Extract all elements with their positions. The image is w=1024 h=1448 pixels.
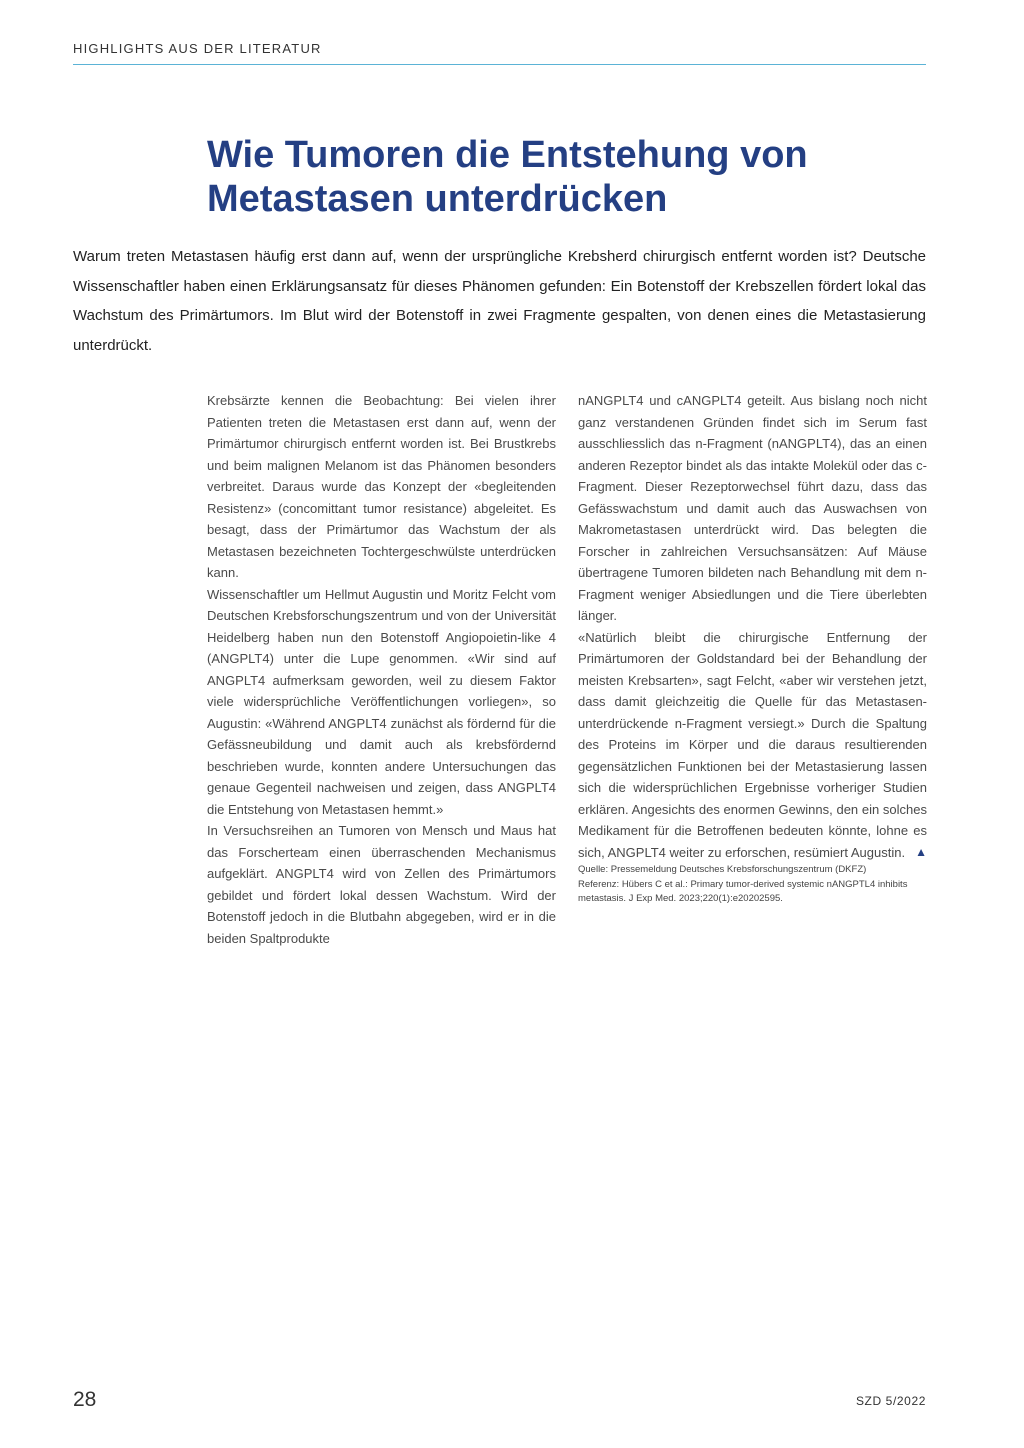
article-title: Wie Tumoren die Entstehung von Metastasen unterdrücken	[207, 134, 808, 220]
page-header	[73, 40, 926, 65]
source-note: Quelle: Pressemeldung Deutsches Krebsforschungszentrum (DKFZ)	[578, 864, 867, 875]
journal-issue: SZD 5/2022	[855, 1394, 926, 1408]
body-column-right	[578, 390, 927, 907]
section-label: HIGHLIGHTS AUS DER LITERATUR	[73, 41, 322, 56]
end-of-article-icon: ▲	[915, 844, 927, 859]
article-lead: Warum treten Metastasen häufig erst dann auf, wenn der ursprüngliche Krebsherd chirurgisch entfernt worden ist? Deutsche Wissenschaftler haben einen Erklärungsansatz für dieses Phänomen gefunden: Ein Botenstoff der Krebszellen fördert lokal das Wachstum des Primärtumors. Im Blut wird der Botenstoff in zwei Fragmente gespalten, von denen eines die Metastasierung unterdrückt.	[73, 248, 926, 354]
reference-note: Referenz: Hübers C et al.: Primary tumor-derived systemic nANGPTL4 inhibits metastasis. J Exp Med. 2023;220(1):e20202595.	[578, 878, 908, 904]
body-paragraph: Wissenschaftler um Hellmut Augustin und Moritz Felcht vom Deutschen Krebsforschungszentrum und von der Universität Heidelberg haben nun den Botenstoff Angiopoietin-like 4 (ANGPLT4) unter die Lupe genommen. «Wir sind auf ANGPLT4 aufmerksam geworden, weil zu diesem Faktor viele widersprüchliche Veröffentlichungen vorliegen», so Augustin: «Während ANGPLT4 zunächst als fördernd für die Gefässneubildung und damit auch als krebsfördernd beschrieben wurde, konnten andere Untersuchungen das genaue Gegenteil nachweisen und zeigen, dass ANGPLT4 die Entstehung von Metastasen hemmt.»	[207, 586, 556, 817]
page-footer	[73, 1388, 926, 1414]
body-paragraph: Krebsärzte kennen die Beobachtung: Bei vielen ihrer Patienten treten die Metastasen erst dann auf, wenn der Primärtumor chirurgisch entfernt worden ist. Bei Brustkrebs und beim malignen Melanom ist das Phänomen besonders verbreitet. Daraus wurde das Konzept der «begleitenden Resistenz» (concomittant tumor resistance) abgeleitet. Es besagt, dass der Primärtumor das Wachstum der als Metastasen bezeichneten Tochtergeschwülste unterdrücken kann.	[207, 393, 556, 580]
page-number: 28	[73, 1388, 97, 1411]
body-paragraph: nANGPLT4 und cANGPLT4 geteilt. Aus bislang noch nicht ganz verstandenen Gründen findet sich im Serum fast ausschliesslich das n-Fragment (nANGPLT4), das an einen anderen Rezeptor bindet als das intakte Molekül oder das c-Fragment. Dieser Rezeptorwechsel führt dazu, dass das Gefässwachstum und damit auch das Auswachsen von Makrometastasen unterdrückt wird. Das belegten die Forscher in zahlreichen Versuchsansätzen: Auf Mäuse übertragene Tumoren bildeten nach Behandlung mit dem n-Fragment weniger Absiedlungen und die Tiere überlebten länger.	[578, 393, 927, 623]
body-paragraph-last	[578, 627, 927, 864]
body-paragraph-text: «Natürlich bleibt die chirurgische Entfernung der Primärtumoren der Goldstandard bei der Behandlung der meisten Krebsarten», sagt Felcht, «aber wir verstehen jetzt, dass damit gleichzeitig die Quelle für das Metastasen-unterdrückende n-Fragment versiegt.» Durch die Spaltung des Proteins im Körper und die daraus resultierenden gegensätzlichen Funktionen bei der Metastasierung lassen sich die widersprüchlichen Ergebnisse vorheriger Studien erklären. Angesichts des enormen Gewinns, den ein solches Medikament für die Betroffenen bedeuten könnte, lohne es sich, ANGPLT4 weiter zu erforschen, resümiert Augustin.	[578, 629, 927, 860]
body-paragraph: In Versuchsreihen an Tumoren von Mensch und Maus hat das Forscherteam einen überraschenden Mechanismus aufgeklärt. ANGPLT4 wird von Zellen des Primärtumors gebildet und fördert lokal dessen Wachstum. Wird der Botenstoff jedoch in die Blutbahn abgegeben, wird er in die beiden Spaltprodukte	[207, 823, 556, 946]
body-column-left	[207, 390, 556, 949]
